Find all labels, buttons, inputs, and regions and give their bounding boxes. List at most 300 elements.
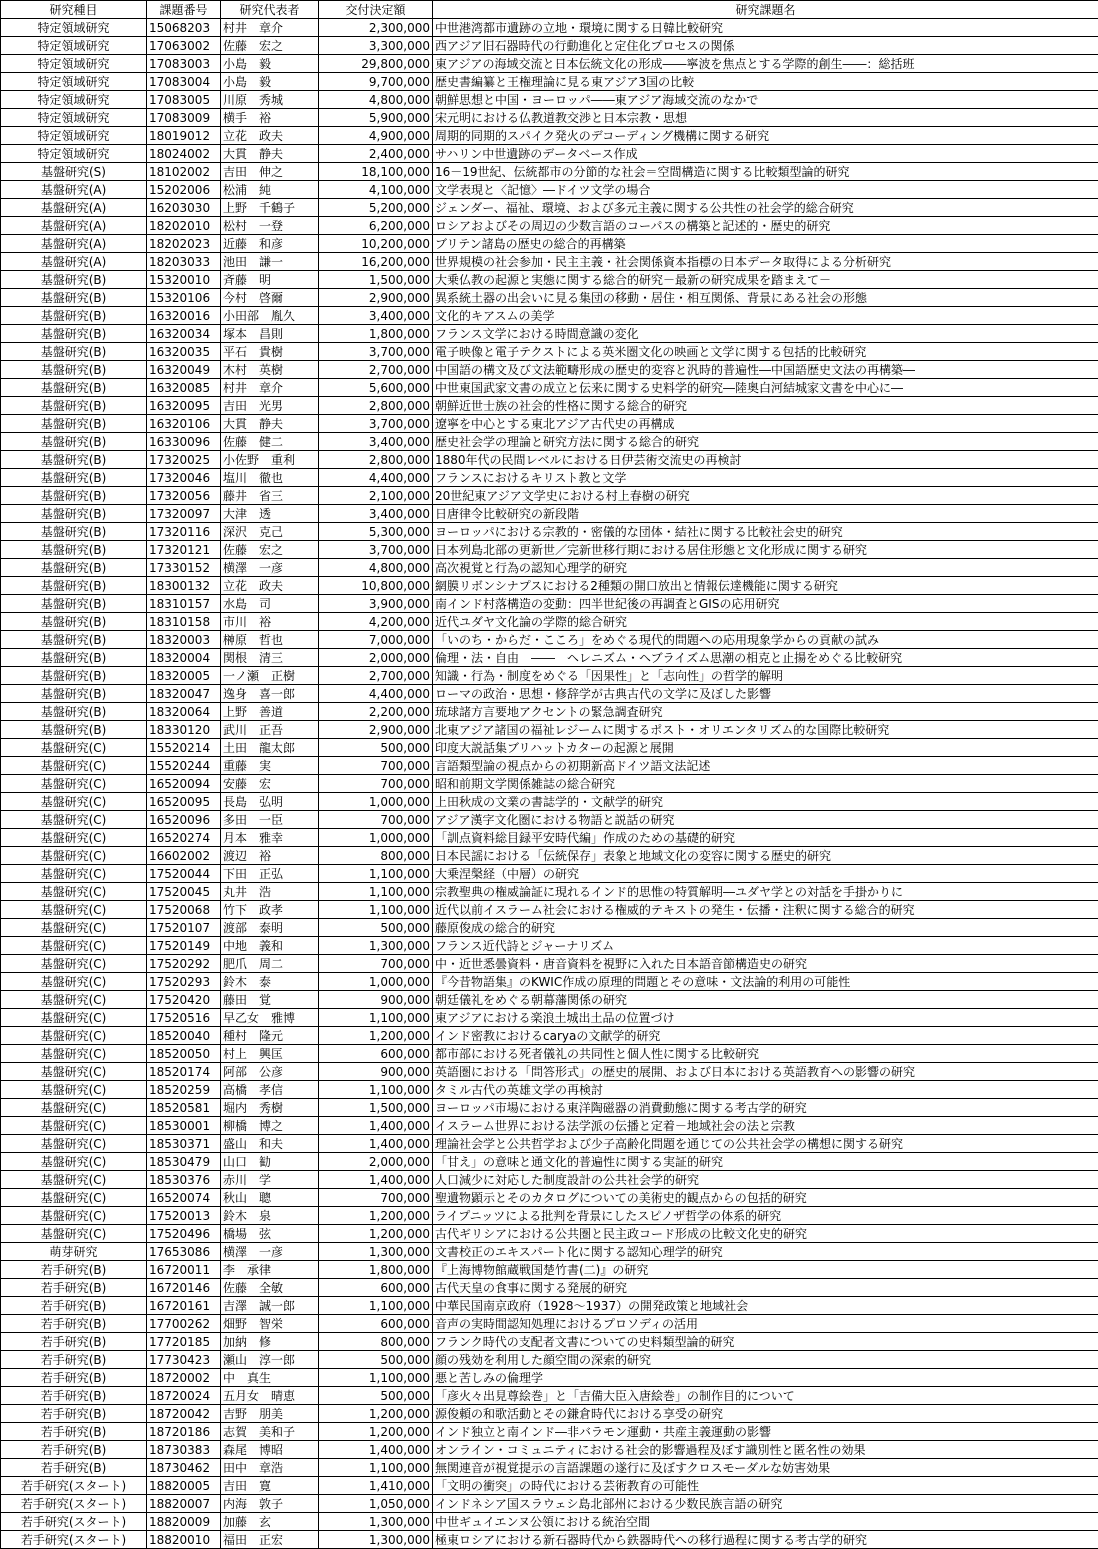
table-row (1, 1189, 1098, 1207)
project-number-cell: 17320116 (147, 523, 221, 541)
representative-cell: 近藤 和彦 (221, 235, 319, 253)
project-number-cell: 17520044 (147, 865, 221, 883)
project-title-cell: サハリン中世遺跡のデータベース作成 (433, 145, 1098, 163)
amount-cell: 4,100,000 (319, 181, 433, 199)
table-row (1, 793, 1098, 811)
table-row (1, 1333, 1098, 1351)
table-row (1, 1495, 1098, 1513)
research-type-cell: 若手研究(B) (1, 1333, 147, 1351)
amount-cell: 1,100,000 (319, 1369, 433, 1387)
table-row (1, 145, 1098, 163)
representative-cell: 中地 義和 (221, 937, 319, 955)
project-title-cell: 文書校正のエキスパート化に関する認知心理学的研究 (433, 1243, 1098, 1261)
table-row (1, 1135, 1098, 1153)
representative-cell: 立花 政夫 (221, 577, 319, 595)
amount-cell: 10,200,000 (319, 235, 433, 253)
project-number-cell: 16602002 (147, 847, 221, 865)
research-type-cell: 基盤研究(C) (1, 1009, 147, 1027)
research-type-cell: 基盤研究(B) (1, 523, 147, 541)
table-row (1, 1117, 1098, 1135)
project-number-cell: 18300132 (147, 577, 221, 595)
project-number-cell: 17730423 (147, 1351, 221, 1369)
amount-cell: 4,400,000 (319, 469, 433, 487)
amount-cell: 600,000 (319, 1045, 433, 1063)
representative-cell: 小田部 胤久 (221, 307, 319, 325)
amount-cell: 1,050,000 (319, 1495, 433, 1513)
amount-cell: 800,000 (319, 1333, 433, 1351)
project-title-cell: 源俊頼の和歌活動とその鎌倉時代における享受の研究 (433, 1405, 1098, 1423)
project-title-cell: 「いのち・からだ・こころ」をめぐる現代的問題への応用現象学からの貢献の試み (433, 631, 1098, 649)
representative-cell: 村井 章介 (221, 379, 319, 397)
project-title-cell: 宗教聖典の権威論証に現れるインド的思惟の特質解明―ユダヤ学との対話を手掛かりに (433, 883, 1098, 901)
project-title-cell: アジア漢字文化圏における物語と説話の研究 (433, 811, 1098, 829)
amount-cell: 900,000 (319, 1063, 433, 1081)
table-row (1, 55, 1098, 73)
research-type-cell: 基盤研究(C) (1, 757, 147, 775)
project-number-cell: 15320010 (147, 271, 221, 289)
research-type-cell: 基盤研究(B) (1, 703, 147, 721)
project-number-cell: 18530479 (147, 1153, 221, 1171)
amount-cell: 800,000 (319, 847, 433, 865)
representative-cell: 橋場 弦 (221, 1225, 319, 1243)
representative-cell: 堀内 秀樹 (221, 1099, 319, 1117)
research-type-cell: 基盤研究(B) (1, 595, 147, 613)
project-title-cell: インド密教におけるcaryaの文献学的研究 (433, 1027, 1098, 1045)
table-row (1, 739, 1098, 757)
research-type-cell: 基盤研究(A) (1, 235, 147, 253)
table-row (1, 883, 1098, 901)
representative-cell: 柳橋 博之 (221, 1117, 319, 1135)
research-type-cell: 基盤研究(B) (1, 469, 147, 487)
project-title-cell: 遼寧を中心とする東北アジア古代史の再構成 (433, 415, 1098, 433)
table-row (1, 1207, 1098, 1225)
amount-cell: 600,000 (319, 1279, 433, 1297)
amount-cell: 1,500,000 (319, 271, 433, 289)
research-type-cell: 基盤研究(C) (1, 1225, 147, 1243)
project-number-cell: 18530371 (147, 1135, 221, 1153)
table-row (1, 1063, 1098, 1081)
amount-cell: 3,400,000 (319, 307, 433, 325)
research-type-cell: 基盤研究(B) (1, 451, 147, 469)
amount-cell: 4,800,000 (319, 559, 433, 577)
project-number-cell: 17083005 (147, 91, 221, 109)
representative-cell: 佐藤 宏之 (221, 37, 319, 55)
project-title-cell: オンライン・コミュニティにおける社会的影響過程及ぼす識別性と匿名性の効果 (433, 1441, 1098, 1459)
project-number-cell: 18330120 (147, 721, 221, 739)
project-number-cell: 18019012 (147, 127, 221, 145)
amount-cell: 2,900,000 (319, 289, 433, 307)
amount-cell: 1,200,000 (319, 1027, 433, 1045)
representative-cell: 竹下 政孝 (221, 901, 319, 919)
project-number-cell: 16203030 (147, 199, 221, 217)
project-number-cell: 17320097 (147, 505, 221, 523)
research-type-cell: 基盤研究(B) (1, 505, 147, 523)
representative-cell: 安藤 宏 (221, 775, 319, 793)
representative-cell: 中 真生 (221, 1369, 319, 1387)
representative-cell: 小島 毅 (221, 55, 319, 73)
project-title-cell: 高次視覚と行為の認知心理学的研究 (433, 559, 1098, 577)
project-number-cell: 18520581 (147, 1099, 221, 1117)
amount-cell: 1,100,000 (319, 1459, 433, 1477)
project-number-cell: 18203033 (147, 253, 221, 271)
research-type-cell: 基盤研究(C) (1, 991, 147, 1009)
project-number-cell: 18530001 (147, 1117, 221, 1135)
representative-cell: 市川 裕 (221, 613, 319, 631)
project-number-cell: 16320016 (147, 307, 221, 325)
research-type-cell: 基盤研究(C) (1, 1081, 147, 1099)
table-row (1, 847, 1098, 865)
project-title-cell: ヨーロッパにおける宗教的・密儀的な団体・結社に関する比較社会史的研究 (433, 523, 1098, 541)
representative-cell: 鈴木 泉 (221, 1207, 319, 1225)
project-title-cell: 南インド村落構造の変動：四半世紀後の再調査とGISの応用研究 (433, 595, 1098, 613)
amount-cell: 1,300,000 (319, 1513, 433, 1531)
table-row (1, 415, 1098, 433)
research-type-cell: 基盤研究(B) (1, 325, 147, 343)
representative-cell: 盛山 和夫 (221, 1135, 319, 1153)
project-title-cell: インド独立と南インド―非バラモン運動・共産主義運動の影響 (433, 1423, 1098, 1441)
research-type-cell: 特定領域研究 (1, 91, 147, 109)
project-title-cell: 近代以前イスラーム社会における権威的テキストの発生・伝播・注釈に関する総合的研究 (433, 901, 1098, 919)
table-row (1, 937, 1098, 955)
representative-cell: 上野 千鶴子 (221, 199, 319, 217)
amount-cell: 500,000 (319, 919, 433, 937)
project-title-cell: フランク時代の支配者文書についての史料類型論的研究 (433, 1333, 1098, 1351)
table-row (1, 1297, 1098, 1315)
project-title-cell: 無関連音が視覚提示の言語課題の遂行に及ぼすクロスモーダルな妨害効果 (433, 1459, 1098, 1477)
table-row (1, 613, 1098, 631)
project-number-cell: 16320106 (147, 415, 221, 433)
table-row (1, 1369, 1098, 1387)
table-row (1, 523, 1098, 541)
research-type-cell: 基盤研究(B) (1, 361, 147, 379)
header-type: 研究種目 (1, 1, 147, 19)
project-number-cell: 17520149 (147, 937, 221, 955)
table-row (1, 1423, 1098, 1441)
research-type-cell: 基盤研究(B) (1, 685, 147, 703)
representative-cell: 吉野 朋美 (221, 1405, 319, 1423)
project-title-cell: 朝鮮思想と中国・ヨーロッパ――東アジア海域交流のなかで (433, 91, 1098, 109)
table-row (1, 217, 1098, 235)
research-type-cell: 基盤研究(C) (1, 1135, 147, 1153)
project-title-cell: ブリテン諸島の歴史の総合的再構築 (433, 235, 1098, 253)
project-number-cell: 18520259 (147, 1081, 221, 1099)
representative-cell: 藤井 省三 (221, 487, 319, 505)
amount-cell: 9,700,000 (319, 73, 433, 91)
amount-cell: 2,800,000 (319, 451, 433, 469)
project-number-cell: 17083009 (147, 109, 221, 127)
representative-cell: 立花 政夫 (221, 127, 319, 145)
table-row (1, 865, 1098, 883)
amount-cell: 700,000 (319, 1189, 433, 1207)
research-type-cell: 若手研究(B) (1, 1441, 147, 1459)
research-type-cell: 基盤研究(B) (1, 379, 147, 397)
table-row (1, 1441, 1098, 1459)
representative-cell: 吉田 寛 (221, 1477, 319, 1495)
table-row (1, 253, 1098, 271)
table-row (1, 451, 1098, 469)
table-row (1, 1243, 1098, 1261)
project-number-cell: 16330096 (147, 433, 221, 451)
representative-cell: 佐藤 全敏 (221, 1279, 319, 1297)
project-title-cell: 中・近世悉曇資料・唐音資料を視野に入れた日本語音節構造史の研究 (433, 955, 1098, 973)
research-type-cell: 基盤研究(B) (1, 487, 147, 505)
table-row (1, 577, 1098, 595)
project-number-cell: 15068203 (147, 19, 221, 37)
representative-cell: 肥爪 周二 (221, 955, 319, 973)
table-row (1, 901, 1098, 919)
table-row (1, 991, 1098, 1009)
representative-cell: 高橋 孝信 (221, 1081, 319, 1099)
project-number-cell: 16520074 (147, 1189, 221, 1207)
table-row (1, 1477, 1098, 1495)
amount-cell: 1,410,000 (319, 1477, 433, 1495)
research-type-cell: 基盤研究(B) (1, 541, 147, 559)
representative-cell: 大貫 静夫 (221, 415, 319, 433)
research-type-cell: 基盤研究(S) (1, 163, 147, 181)
amount-cell: 1,800,000 (319, 325, 433, 343)
representative-cell: 横手 裕 (221, 109, 319, 127)
table-row (1, 91, 1098, 109)
representative-cell: 志賀 美和子 (221, 1423, 319, 1441)
project-title-cell: ローマの政治・思想・修辞学が古典古代の文学に及ぼした影響 (433, 685, 1098, 703)
amount-cell: 3,400,000 (319, 505, 433, 523)
project-number-cell: 16320049 (147, 361, 221, 379)
research-type-cell: 基盤研究(C) (1, 1171, 147, 1189)
research-type-cell: 基盤研究(C) (1, 793, 147, 811)
amount-cell: 3,400,000 (319, 433, 433, 451)
project-number-cell: 16320034 (147, 325, 221, 343)
table-row (1, 199, 1098, 217)
table-body (1, 19, 1098, 1549)
research-type-cell: 若手研究(B) (1, 1261, 147, 1279)
representative-cell: 松浦 純 (221, 181, 319, 199)
research-type-cell: 基盤研究(C) (1, 1027, 147, 1045)
project-title-cell: フランス文学における時間意識の変化 (433, 325, 1098, 343)
research-type-cell: 基盤研究(B) (1, 397, 147, 415)
amount-cell: 500,000 (319, 1387, 433, 1405)
table-row (1, 1261, 1098, 1279)
project-title-cell: 極東ロシアにおける新石器時代から鉄器時代への移行過程に関する考古学的研究 (433, 1531, 1098, 1549)
project-number-cell: 18320064 (147, 703, 221, 721)
research-type-cell: 若手研究(B) (1, 1423, 147, 1441)
project-title-cell: 中国語の構文及び文法範疇形成の歴史的変容と汎時的普遍性―中国語歴史文法の再構築― (433, 361, 1098, 379)
table-row (1, 1531, 1098, 1549)
project-number-cell: 16320085 (147, 379, 221, 397)
project-number-cell: 16720011 (147, 1261, 221, 1279)
table-row (1, 163, 1098, 181)
research-type-cell: 若手研究(B) (1, 1405, 147, 1423)
project-title-cell: 『上海博物館蔵戦国楚竹書(二)』の研究 (433, 1261, 1098, 1279)
project-title-cell: 日唐律令比較研究の新段階 (433, 505, 1098, 523)
research-type-cell: 基盤研究(B) (1, 649, 147, 667)
amount-cell: 4,800,000 (319, 91, 433, 109)
project-number-cell: 18820010 (147, 1531, 221, 1549)
project-number-cell: 18820007 (147, 1495, 221, 1513)
representative-cell: 池田 謙一 (221, 253, 319, 271)
project-number-cell: 17320056 (147, 487, 221, 505)
research-type-cell: 基盤研究(C) (1, 937, 147, 955)
research-type-cell: 基盤研究(A) (1, 199, 147, 217)
project-title-cell: 都市部における死者儀礼の共同性と個人性に関する比較研究 (433, 1045, 1098, 1063)
table-row (1, 19, 1098, 37)
project-title-cell: 倫理・法・自由 ―― ヘレニズム・ヘブライズム思潮の相克と止揚をめぐる比較研究 (433, 649, 1098, 667)
project-number-cell: 17520292 (147, 955, 221, 973)
project-number-cell: 18820009 (147, 1513, 221, 1531)
amount-cell: 700,000 (319, 775, 433, 793)
representative-cell: 五月女 晴恵 (221, 1387, 319, 1405)
research-type-cell: 若手研究(B) (1, 1279, 147, 1297)
project-number-cell: 18520050 (147, 1045, 221, 1063)
amount-cell: 4,400,000 (319, 685, 433, 703)
representative-cell: 吉澤 誠一郎 (221, 1297, 319, 1315)
research-type-cell: 基盤研究(B) (1, 343, 147, 361)
research-type-cell: 基盤研究(C) (1, 865, 147, 883)
representative-cell: 下田 正弘 (221, 865, 319, 883)
table-row (1, 361, 1098, 379)
amount-cell: 1,100,000 (319, 1297, 433, 1315)
amount-cell: 2,100,000 (319, 487, 433, 505)
project-number-cell: 18320005 (147, 667, 221, 685)
table-row (1, 955, 1098, 973)
project-number-cell: 17720185 (147, 1333, 221, 1351)
representative-cell: 長島 弘明 (221, 793, 319, 811)
amount-cell: 700,000 (319, 811, 433, 829)
project-title-cell: 昭和前期文学関係雑誌の総合研究 (433, 775, 1098, 793)
representative-cell: 瀬山 淳一郎 (221, 1351, 319, 1369)
table-row (1, 379, 1098, 397)
amount-cell: 6,200,000 (319, 217, 433, 235)
table-row (1, 469, 1098, 487)
table-row (1, 271, 1098, 289)
table-row (1, 127, 1098, 145)
project-title-cell: 上田秋成の文業の書誌学的・文献学的研究 (433, 793, 1098, 811)
amount-cell: 1,000,000 (319, 973, 433, 991)
representative-cell: 平石 貴樹 (221, 343, 319, 361)
research-type-cell: 萌芽研究 (1, 1243, 147, 1261)
table-row (1, 811, 1098, 829)
research-type-cell: 基盤研究(A) (1, 217, 147, 235)
representative-cell: 斉藤 明 (221, 271, 319, 289)
project-title-cell: 朝鮮近世士族の社会的性格に関する総合的研究 (433, 397, 1098, 415)
project-title-cell: 大乗仏教の起源と実態に関する総合的研究－最新の研究成果を踏まえて－ (433, 271, 1098, 289)
project-title-cell: ロシアおよびその周辺の少数言語のコーパスの構築と記述的・歴史的研究 (433, 217, 1098, 235)
project-number-cell: 18320047 (147, 685, 221, 703)
project-title-cell: 顔の残効を利用した顔空間の深索的研究 (433, 1351, 1098, 1369)
project-title-cell: 「訓点資料総目録平安時代編」作成のための基礎的研究 (433, 829, 1098, 847)
project-number-cell: 17520068 (147, 901, 221, 919)
project-title-cell: 東アジアの海域交流と日本伝統文化の形成――寧波を焦点とする学際的創生――：総括班 (433, 55, 1098, 73)
amount-cell: 1,200,000 (319, 1405, 433, 1423)
project-number-cell: 18720002 (147, 1369, 221, 1387)
project-title-cell: 16－19世紀、伝統都市の分節的な社会＝空間構造に関する比較類型論的研究 (433, 163, 1098, 181)
representative-cell: 上野 善道 (221, 703, 319, 721)
table-row (1, 73, 1098, 91)
representative-cell: 小島 毅 (221, 73, 319, 91)
project-title-cell: タミル古代の英雄文学の再検討 (433, 1081, 1098, 1099)
research-type-cell: 基盤研究(C) (1, 847, 147, 865)
amount-cell: 5,900,000 (319, 109, 433, 127)
research-type-cell: 若手研究(スタート) (1, 1513, 147, 1531)
project-number-cell: 18024002 (147, 145, 221, 163)
research-type-cell: 若手研究(B) (1, 1297, 147, 1315)
representative-cell: 小佐野 重利 (221, 451, 319, 469)
research-type-cell: 若手研究(B) (1, 1459, 147, 1477)
project-title-cell: 印度大説話集ブリハットカターの起源と展開 (433, 739, 1098, 757)
representative-cell: 佐藤 健二 (221, 433, 319, 451)
representative-cell: 吉田 伸之 (221, 163, 319, 181)
project-number-cell: 17320121 (147, 541, 221, 559)
amount-cell: 1,100,000 (319, 865, 433, 883)
representative-cell: 榊原 哲也 (221, 631, 319, 649)
amount-cell: 3,700,000 (319, 541, 433, 559)
project-title-cell: 電子映像と電子テクストによる英米圏文化の映画と文学に関する包括的比較研究 (433, 343, 1098, 361)
representative-cell: 秋山 聰 (221, 1189, 319, 1207)
project-title-cell: 藤原俊成の総合的研究 (433, 919, 1098, 937)
representative-cell: 多田 一臣 (221, 811, 319, 829)
research-type-cell: 基盤研究(C) (1, 1153, 147, 1171)
research-type-cell: 基盤研究(C) (1, 1099, 147, 1117)
representative-cell: 村井 章介 (221, 19, 319, 37)
project-number-cell: 17653086 (147, 1243, 221, 1261)
amount-cell: 1,100,000 (319, 901, 433, 919)
amount-cell: 2,000,000 (319, 1153, 433, 1171)
table-row (1, 775, 1098, 793)
research-type-cell: 基盤研究(C) (1, 739, 147, 757)
project-number-cell: 17520107 (147, 919, 221, 937)
representative-cell: 松村 一登 (221, 217, 319, 235)
project-title-cell: 大乗涅槃経（中層）の研究 (433, 865, 1098, 883)
amount-cell: 500,000 (319, 1351, 433, 1369)
table-row (1, 667, 1098, 685)
amount-cell: 2,200,000 (319, 703, 433, 721)
amount-cell: 1,200,000 (319, 1423, 433, 1441)
project-title-cell: フランスにおけるキリスト教と文学 (433, 469, 1098, 487)
table-row (1, 973, 1098, 991)
table-row (1, 829, 1098, 847)
amount-cell: 2,300,000 (319, 19, 433, 37)
project-title-cell: 東アジアにおける楽浪土城出土品の位置づけ (433, 1009, 1098, 1027)
project-title-cell: 歴史書編纂と王権理論に見る東アジア3国の比較 (433, 73, 1098, 91)
table-row (1, 919, 1098, 937)
research-type-cell: 基盤研究(B) (1, 721, 147, 739)
amount-cell: 10,800,000 (319, 577, 433, 595)
project-title-cell: 中世港湾都市遺跡の立地・環境に関する日韓比較研究 (433, 19, 1098, 37)
project-title-cell: 中世ギュイエンヌ公領における統治空間 (433, 1513, 1098, 1531)
project-number-cell: 17520496 (147, 1225, 221, 1243)
table-row (1, 235, 1098, 253)
project-number-cell: 16320035 (147, 343, 221, 361)
project-title-cell: 知識・行為・制度をめぐる「因果性」と「志向性」の哲学的解明 (433, 667, 1098, 685)
research-type-cell: 若手研究(B) (1, 1387, 147, 1405)
project-title-cell: 理論社会学と公共哲学および少子高齢化問題を通じての公共社会学の構想に関する研究 (433, 1135, 1098, 1153)
research-type-cell: 特定領域研究 (1, 37, 147, 55)
project-title-cell: 歴史社会学の理論と研究方法に関する総合的研究 (433, 433, 1098, 451)
research-type-cell: 特定領域研究 (1, 145, 147, 163)
project-number-cell: 16520095 (147, 793, 221, 811)
project-title-cell: 人口減少に対応した制度設計の公共社会学的研究 (433, 1171, 1098, 1189)
amount-cell: 1,100,000 (319, 1081, 433, 1099)
research-type-cell: 基盤研究(C) (1, 901, 147, 919)
project-title-cell: ジェンダー、福祉、環境、および多元主義に関する公共性の社会学的総合研究 (433, 199, 1098, 217)
project-title-cell: 朝廷儀礼をめぐる朝幕藩関係の研究 (433, 991, 1098, 1009)
table-row (1, 685, 1098, 703)
research-type-cell: 基盤研究(C) (1, 955, 147, 973)
research-type-cell: 基盤研究(C) (1, 829, 147, 847)
project-number-cell: 16720161 (147, 1297, 221, 1315)
amount-cell: 2,800,000 (319, 397, 433, 415)
table-row (1, 433, 1098, 451)
project-number-cell: 18730462 (147, 1459, 221, 1477)
